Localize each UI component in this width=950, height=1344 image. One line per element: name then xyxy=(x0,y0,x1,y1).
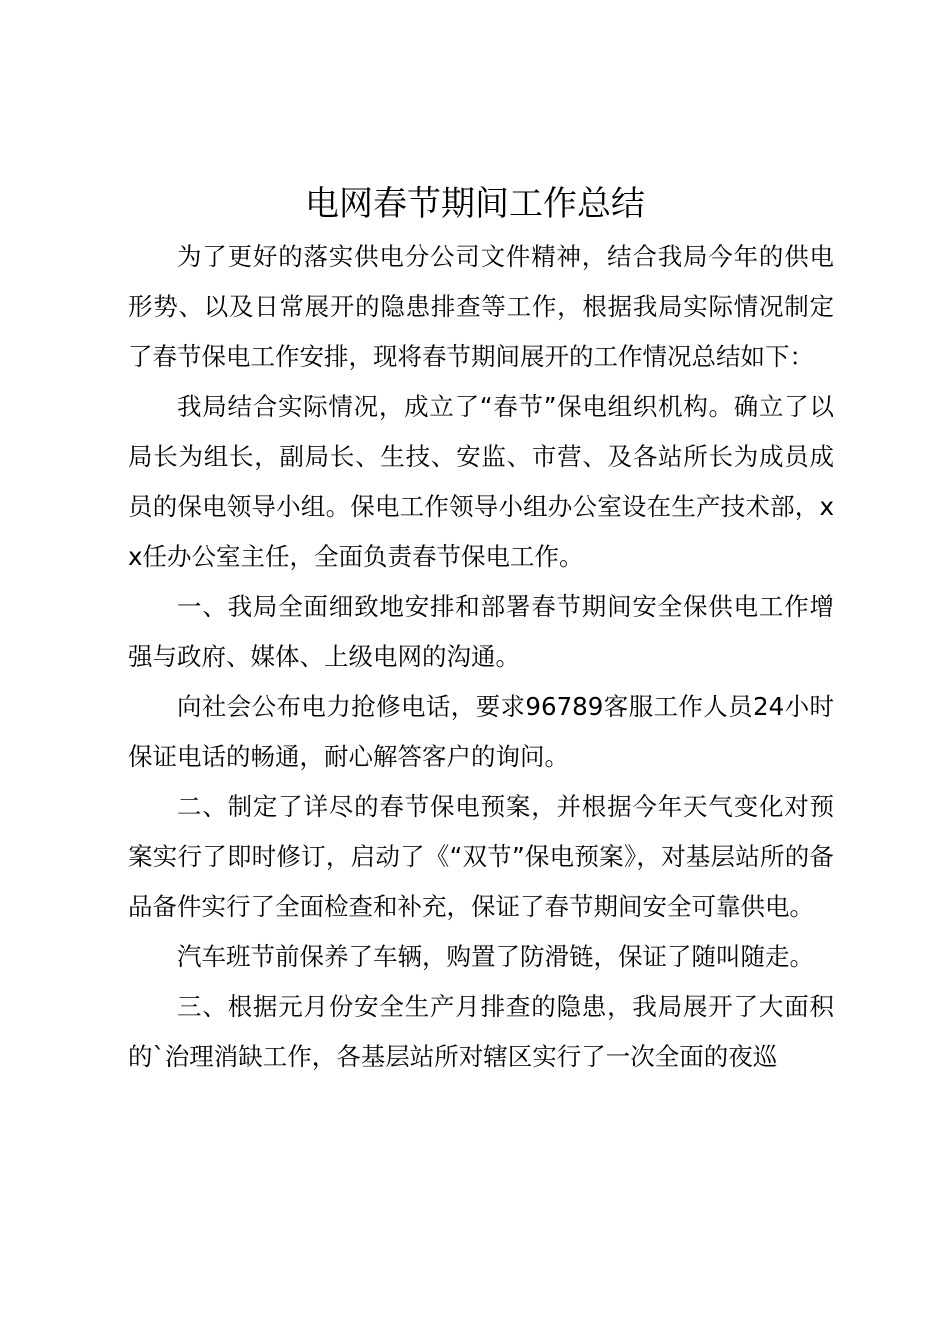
document-body xyxy=(128,232,834,1082)
document-title: 电网春节期间工作总结 xyxy=(305,184,645,224)
paragraph-vehicles: 汽车班节前保养了车辆，购置了防滑链，保证了随叫随走。 xyxy=(177,942,814,971)
paragraph-section-one: 一、我局全面细致地安排和部署春节期间安全保供电工作增强与政府、媒体、上级电网的沟通。 xyxy=(128,592,834,671)
paragraph-section-three: 三、根据元月份安全生产月排查的隐患，我局展开了大面积的`治理消缺工作，各基层站所对辖区实行了一次全面的夜巡 xyxy=(128,992,834,1071)
paragraph-hotline: 向社会公布电力抢修电话，要求96789客服工作人员24小时保证电话的畅通，耐心解答客户的询问。 xyxy=(128,692,834,771)
paragraph-intro: 为了更好的落实供电分公司文件精神，结合我局今年的供电形势、以及日常展开的隐患排查等工作，根据我局实际情况制定了春节保电工作安排，现将春节期间展开的工作情况总结如下： xyxy=(128,242,834,371)
paragraph-section-two: 二、制定了详尽的春节保电预案，并根据今年天气变化对预案实行了即时修订，启动了《“双节”保电预案》，对基层站所的备品备件实行了全面检查和补充，保证了春节期间安全可靠供电。 xyxy=(128,792,834,921)
paragraph-organization: 我局结合实际情况，成立了“春节”保电组织机构。确立了以局长为组长，副局长、生技、安监、市营、及各站所长为成员成员的保电领导小组。保电工作领导小组办公室设在生产技术部，xx任办公室主任，全面负责春节保电工作。 xyxy=(128,392,834,571)
